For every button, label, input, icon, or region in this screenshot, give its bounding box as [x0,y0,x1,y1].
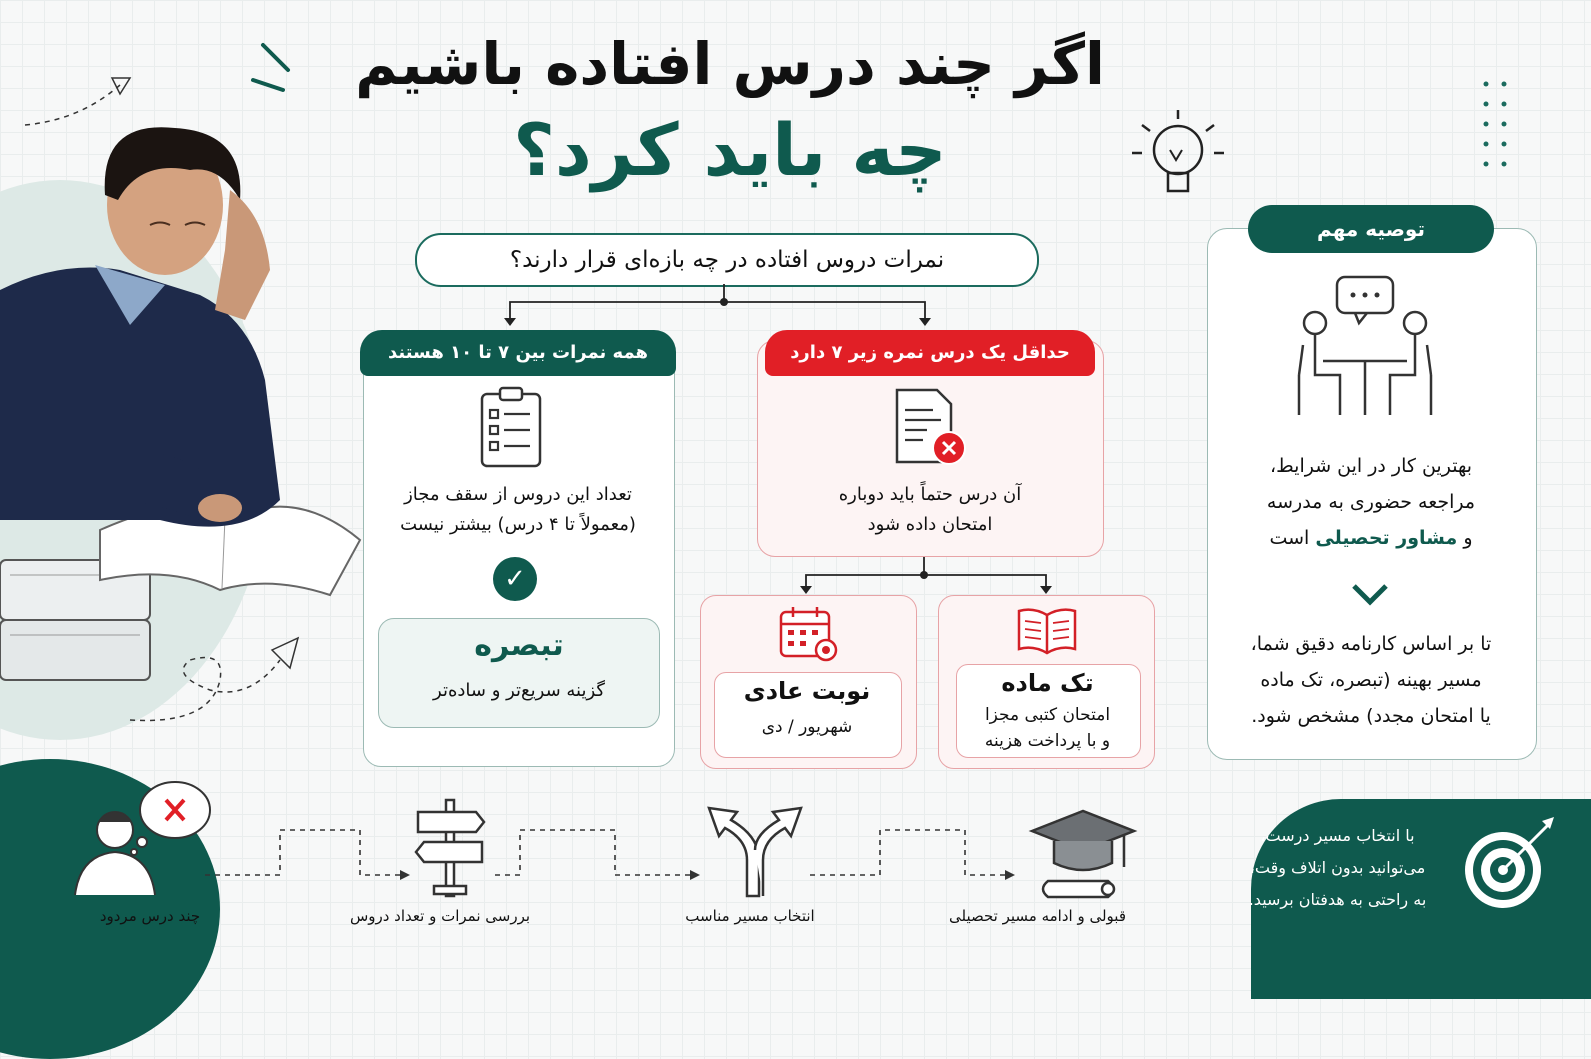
branch-header-green: همه نمرات بین ۷ تا ۱۰ هستند [360,330,676,376]
split-arrow-icon [705,800,805,900]
option-text-nobat-adi: شهریور / دی [761,717,853,737]
right-branch-text-2: امتحان داده شود [867,514,993,535]
option-text-tak-madeh-1: امتحان کتبی مجزا [984,705,1111,725]
step-label-4: قبولی و ادامه مسیر تحصیلی [948,907,1126,925]
graduation-cap-icon [1028,805,1138,900]
option-title-tak-madeh: تک ماده [1001,669,1094,697]
signpost-icon [410,798,490,898]
step-label-1: چند درس مردود [99,907,201,925]
advice-text-2: مراجعه حضوری به مدرسه [1266,491,1476,513]
page-subtitle: چه باید کرد؟ [513,108,947,192]
step-label-2: بررسی نمرات و تعداد دروس [349,907,531,925]
advice-text-6: یا امتحان مجدد) مشخص شود. [1251,705,1491,727]
worried-student-icon [70,780,220,900]
page-title: اگر چند درس افتاده باشیم [355,30,1105,98]
option-title-tabsere: تبصره [474,628,564,663]
step-label-3: انتخاب مسیر مناسب [685,907,815,925]
advice-text-5: مسیر بهینه (تبصره، تک ماده [1260,669,1482,691]
advice-text-3: و مشاور تحصیلی است [1269,527,1473,549]
advice-header: توصیه مهم [1248,205,1494,253]
question-pill: نمرات دروس افتاده در چه بازه‌ای قرار دارند؟ [415,233,1039,287]
right-branch-text-1: آن درس حتماً باید دوباره [838,484,1022,505]
option-subtitle-tabsere: گزینه سریع‌تر و ساده‌تر [433,680,605,701]
advice-text-4: تا بر اساس کارنامه دقیق شما، [1250,633,1492,655]
branch-header-red: حداقل یک درس نمره زیر ۷ دارد [765,330,1095,376]
cta-text: با انتخاب مسیر درست، می‌توانید بدون اتلاف وقت، به راحتی به هدفتان برسید. [1248,826,1427,909]
advice-text-1: بهترین کار در این شرایط، [1270,455,1472,477]
option-title-nobat-adi: نوبت عادی [743,677,871,705]
option-text-tak-madeh-2: و با پرداخت هزینه [984,731,1111,751]
left-branch-text-1: تعداد این دروس از سقف مجاز [404,484,632,505]
target-icon [1458,815,1558,915]
left-branch-text-2: (معمولاً تا ۴ درس) بیشتر نیست [400,514,636,535]
check-circle-icon: ✓ [493,557,537,601]
